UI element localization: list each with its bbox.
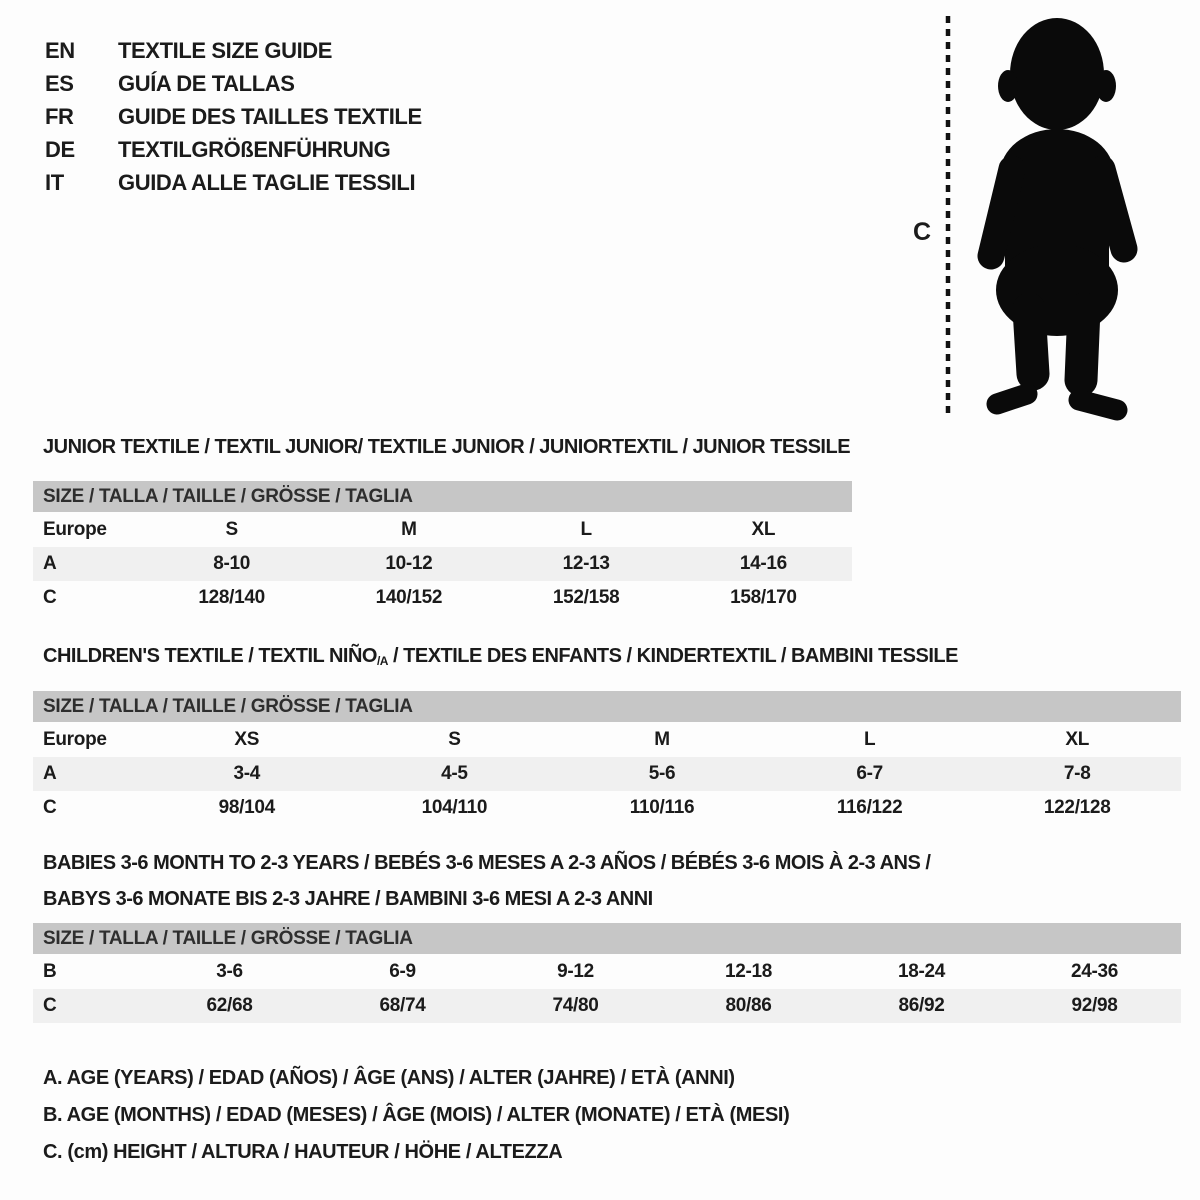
size-col-header: XL bbox=[1065, 729, 1090, 750]
age-value: 4-5 bbox=[441, 763, 468, 784]
lang-title: GUIDA ALLE TAGLIE TESSILI bbox=[118, 170, 416, 195]
legend-height-cm: C. (cm) HEIGHT / ALTURA / HAUTEUR / HÖHE / ALTEZZA bbox=[43, 1141, 563, 1163]
lang-code: DE bbox=[45, 137, 75, 162]
junior-section-heading: JUNIOR TEXTILE / TEXTIL JUNIOR/ TEXTILE JUNIOR / JUNIORTEXTIL / JUNIOR TESSILE bbox=[43, 436, 851, 458]
size-col-header: L bbox=[580, 519, 592, 540]
row-label-c: C bbox=[43, 797, 57, 818]
height-value: 98/104 bbox=[218, 797, 275, 818]
age-value: 12-13 bbox=[562, 553, 610, 574]
children-heading-post: / TEXTILE DES ENFANTS / KINDERTEXTIL / BAMBINI TESSILE bbox=[387, 645, 958, 667]
children-heading-sub: /A bbox=[376, 654, 388, 668]
size-col-header: S bbox=[225, 519, 238, 540]
height-value: 104/110 bbox=[421, 797, 488, 818]
babies-heading-line1: BABIES 3-6 MONTH TO 2-3 YEARS / BEBÉS 3-6 MESES A 2-3 AÑOS / BÉBÉS 3-6 MOIS À 2-3 ANS / bbox=[43, 852, 931, 874]
height-value: 62/68 bbox=[206, 995, 253, 1016]
lang-code: IT bbox=[45, 170, 64, 195]
junior-height-row bbox=[33, 581, 852, 615]
size-col-header: M bbox=[654, 729, 670, 750]
children-section-heading bbox=[43, 645, 958, 668]
babies-section-heading bbox=[43, 845, 930, 917]
height-value: 92/98 bbox=[1071, 995, 1118, 1016]
babies-months-row bbox=[33, 955, 1181, 989]
children-age-row bbox=[33, 757, 1181, 791]
junior-age-row bbox=[33, 547, 852, 581]
legend-age-years: A. AGE (YEARS) / EDAD (AÑOS) / ÂGE (ANS) / ALTER (JAHRE) / ETÀ (ANNI) bbox=[43, 1067, 735, 1089]
height-value: 152/158 bbox=[552, 587, 620, 608]
months-value: 6-9 bbox=[389, 961, 416, 982]
age-value: 14-16 bbox=[739, 553, 787, 574]
children-height-row bbox=[33, 791, 1181, 825]
legend-age-months: B. AGE (MONTHS) / EDAD (MESES) / ÂGE (MOIS) / ALTER (MONATE) / ETÀ (MESI) bbox=[43, 1104, 790, 1126]
height-value: 128/140 bbox=[198, 587, 265, 608]
lang-row-es bbox=[45, 67, 422, 100]
children-header-row bbox=[33, 723, 1181, 757]
height-value: 74/80 bbox=[552, 995, 599, 1016]
height-value: 158/170 bbox=[730, 587, 797, 608]
lang-row-fr bbox=[45, 100, 422, 133]
lang-row-en bbox=[45, 34, 422, 67]
junior-size-band: SIZE / TALLA / TAILLE / GRÖSSE / TAGLIA bbox=[33, 481, 852, 512]
children-heading-pre: CHILDREN'S TEXTILE / TEXTIL NIÑO bbox=[43, 645, 377, 667]
size-col-header: M bbox=[401, 519, 417, 540]
size-col-header: XS bbox=[234, 729, 260, 750]
toddler-silhouette-icon bbox=[967, 14, 1149, 421]
lang-title: GUÍA DE TALLAS bbox=[118, 71, 295, 96]
months-value: 18-24 bbox=[897, 961, 946, 982]
junior-header-row bbox=[33, 513, 852, 547]
height-value: 68/74 bbox=[379, 995, 426, 1016]
height-value: 80/86 bbox=[725, 995, 772, 1016]
lang-code: ES bbox=[45, 71, 74, 96]
lang-title: TEXTILE SIZE GUIDE bbox=[118, 38, 333, 63]
size-col-header: L bbox=[863, 729, 876, 750]
children-size-band: SIZE / TALLA / TAILLE / GRÖSSE / TAGLIA bbox=[33, 691, 1181, 722]
babies-height-row bbox=[33, 989, 1181, 1023]
lang-title: GUIDE DES TAILLES TEXTILE bbox=[118, 104, 422, 129]
region-label: Europe bbox=[43, 729, 107, 750]
age-value: 7-8 bbox=[1063, 763, 1091, 784]
months-value: 3-6 bbox=[216, 961, 243, 982]
row-label-b: B bbox=[43, 961, 57, 982]
height-value: 110/116 bbox=[629, 797, 695, 818]
legend bbox=[43, 1060, 789, 1171]
row-label-a: A bbox=[43, 763, 57, 784]
height-measure-figure bbox=[905, 12, 1155, 424]
lang-code: EN bbox=[45, 38, 75, 63]
lang-row-it bbox=[45, 166, 422, 199]
height-value: 122/128 bbox=[1043, 797, 1111, 818]
months-value: 12-18 bbox=[724, 961, 773, 982]
height-value: 116/122 bbox=[836, 797, 903, 818]
age-value: 10-12 bbox=[385, 553, 433, 574]
height-dashed-line-icon bbox=[943, 14, 953, 420]
age-value: 6-7 bbox=[856, 763, 883, 784]
babies-heading-line2: BABYS 3-6 MONATE BIS 2-3 JAHRE / BAMBINI 3-6 MESI A 2-3 ANNI bbox=[43, 888, 653, 910]
region-label: Europe bbox=[43, 519, 107, 540]
months-value: 9-12 bbox=[557, 961, 594, 982]
lang-code: FR bbox=[45, 104, 74, 129]
junior-size-table bbox=[33, 481, 852, 615]
lang-row-de bbox=[45, 133, 422, 166]
children-size-table bbox=[33, 691, 1181, 825]
age-value: 5-6 bbox=[648, 763, 676, 784]
age-value: 3-4 bbox=[233, 763, 261, 784]
row-label-c: C bbox=[43, 995, 57, 1016]
babies-size-band: SIZE / TALLA / TAILLE / GRÖSSE / TAGLIA bbox=[33, 923, 1181, 954]
age-value: 8-10 bbox=[213, 553, 251, 574]
size-col-header: XL bbox=[751, 519, 776, 540]
size-col-header: S bbox=[448, 729, 461, 750]
height-c-label: C bbox=[913, 218, 932, 246]
height-value: 140/152 bbox=[375, 587, 443, 608]
row-label-c: C bbox=[43, 587, 57, 608]
height-value: 86/92 bbox=[898, 995, 945, 1016]
months-value: 24-36 bbox=[1070, 961, 1119, 982]
language-title-list bbox=[45, 34, 422, 199]
row-label-a: A bbox=[43, 553, 57, 574]
lang-title: TEXTILGRÖßENFÜHRUNG bbox=[118, 137, 391, 162]
babies-size-table bbox=[33, 923, 1181, 1023]
